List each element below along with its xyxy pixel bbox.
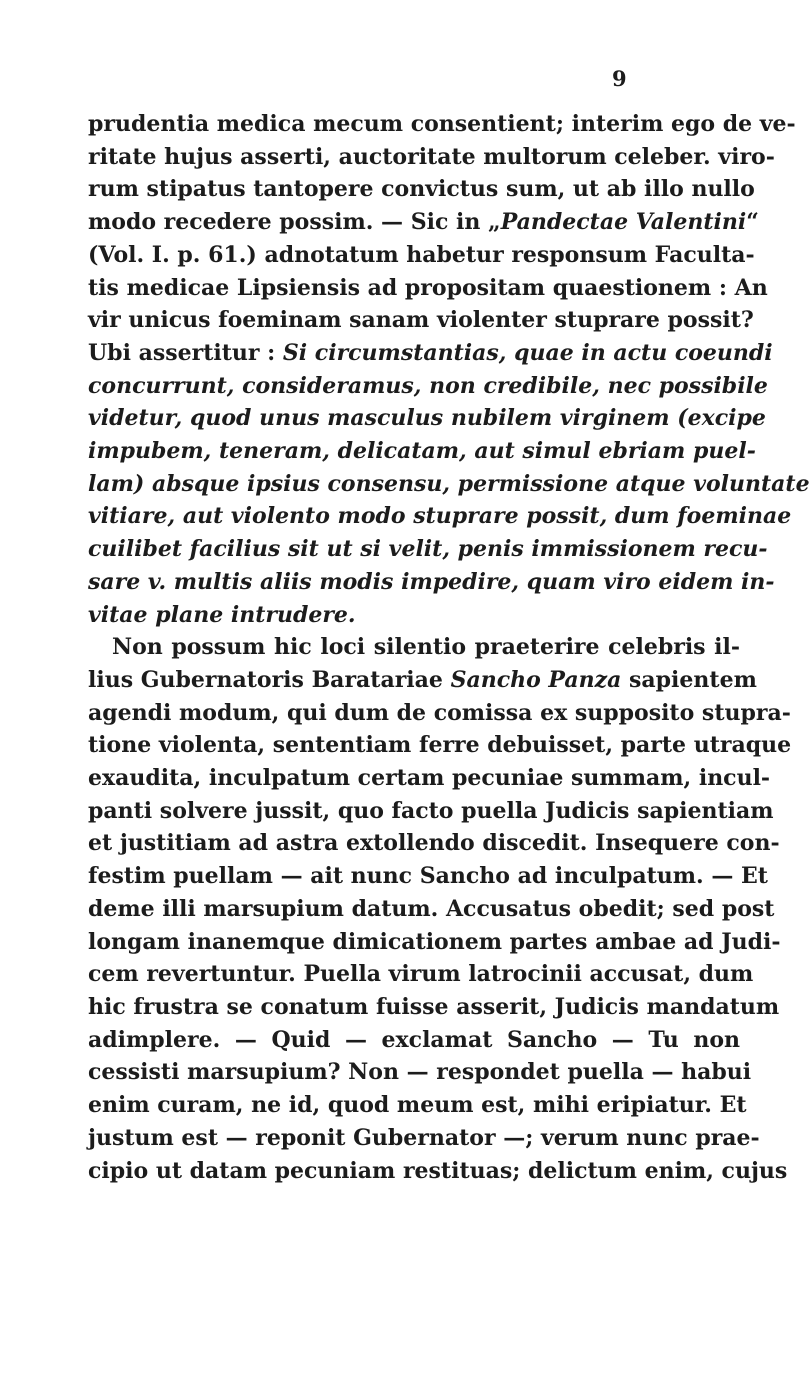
text-line: [88, 1089, 747, 1122]
text-run: exaudita, inculpatum certam pecuniae summam, incul-: [88, 765, 771, 792]
text-line: [88, 1155, 788, 1188]
italic-run: concurrunt, consideramus, non credibile, nec possibile: [88, 372, 768, 399]
text-line: [88, 958, 754, 991]
text-run: deme illi marsupium datum. Accusatus obedit; sed post: [88, 895, 775, 922]
italic-run: lam) absque ipsius consensu, permissione atque voluntate: [88, 470, 810, 497]
text-line: [88, 173, 755, 206]
text-run: adimplere. — Quid — exclamat Sancho — Tu non: [88, 1026, 740, 1053]
italic-run: vitae plane intrudere.: [88, 601, 356, 628]
text-line: [88, 827, 780, 860]
text-line: [88, 206, 759, 239]
text-run: lius Gubernatoris Baratariae: [88, 666, 451, 693]
text-run: ritate hujus asserti, auctoritate multorum celeber. viro-: [88, 143, 775, 170]
text-run: “: [746, 209, 759, 236]
text-run: rum stipatus tantopere convictus sum, ut ab illo nullo: [88, 176, 755, 203]
text-line: [88, 926, 781, 959]
text-line: [88, 304, 754, 337]
text-run: sapientem: [621, 666, 757, 693]
italic-run: Si circumstantias, quae in actu coeundi: [282, 339, 773, 366]
text-line: [88, 272, 768, 305]
text-line: [88, 631, 740, 664]
text-run: vir unicus foeminam sanam violenter stuprare possit?: [88, 307, 754, 334]
text-line: [88, 729, 792, 762]
text-run: prudentia medica mecum consentient; interim ego de ve-: [88, 111, 796, 137]
text-line: [88, 1056, 752, 1089]
italic-run: vitiare, aut violento modo stuprare possit, dum foeminae: [88, 503, 792, 530]
text-run: Non possum hic loci silentio praeterire celebris il-: [112, 634, 740, 661]
text-line: [88, 402, 766, 435]
text-line: [88, 370, 768, 403]
text-line: [88, 762, 771, 795]
text-line: [88, 337, 773, 370]
text-run: festim puellam — ait nunc Sancho ad inculpatum. — Et: [88, 863, 768, 890]
body-text: [88, 108, 810, 1187]
text-line: [88, 664, 757, 697]
text-line: [88, 599, 740, 632]
text-line: [88, 697, 791, 730]
text-run: cessisti marsupium? Non — respondet puella — habui: [88, 1059, 752, 1086]
text-line: [88, 533, 768, 566]
italic-run: Sancho Panza: [450, 666, 622, 693]
text-line: [88, 108, 796, 141]
text-line: [88, 991, 780, 1024]
text-run: enim curam, ne id, quod meum est, mihi eripiatur. Et: [88, 1092, 747, 1119]
text-run: (Vol. I. p. 61.) adnotatum habetur responsum Faculta-: [88, 241, 755, 268]
text-line: [88, 893, 775, 926]
text-run: cem revertuntur. Puella virum latrocinii accusat, dum: [88, 961, 754, 988]
text-line: [88, 239, 755, 272]
text-line: [88, 500, 792, 533]
text-line: [88, 1122, 760, 1155]
italic-run: sare v. multis aliis modis impedire, quam viro eidem in-: [88, 568, 775, 595]
text-run: tis medicae Lipsiensis ad propositam quaestionem : An: [88, 274, 768, 301]
text-run: modo recedere possim. — Sic in „: [88, 209, 501, 236]
text-line: [88, 435, 756, 468]
text-run: et justitiam ad astra extollendo discedit. Insequere con-: [88, 830, 780, 857]
italic-run: impubem, teneram, delicatam, aut simul ebriam puel-: [88, 438, 756, 465]
italic-run: Pandectae Valentini: [500, 209, 747, 236]
italic-run: videtur, quod unus masculus nubilem virginem (excipe: [88, 405, 766, 432]
text-line: [88, 468, 810, 501]
text-line: [88, 1024, 740, 1057]
text-run: hic frustra se conatum fuisse asserit, Judicis mandatum: [88, 993, 780, 1020]
text-run: agendi modum, qui dum de comissa ex supposito stupra-: [88, 699, 791, 726]
text-run: longam inanemque dimicationem partes ambae ad Judi-: [88, 928, 781, 955]
text-run: justum est — reponit Gubernator —; verum nunc prae-: [88, 1124, 760, 1151]
italic-run: cuilibet facilius sit ut si velit, penis immissionem recu-: [88, 536, 768, 563]
text-line: [88, 566, 775, 599]
text-run: cipio ut datam pecuniam restituas; delictum enim, cujus: [88, 1157, 788, 1184]
text-line: [88, 795, 774, 828]
page-number: 9: [612, 66, 627, 91]
text-run: tione violenta, sententiam ferre debuisset, parte utraque: [88, 732, 792, 759]
text-run: panti solvere jussit, quo facto puella Judicis sapientiam: [88, 797, 774, 824]
text-line: [88, 141, 775, 174]
text-run: Ubi assertitur :: [88, 339, 283, 366]
text-line: [88, 860, 768, 893]
